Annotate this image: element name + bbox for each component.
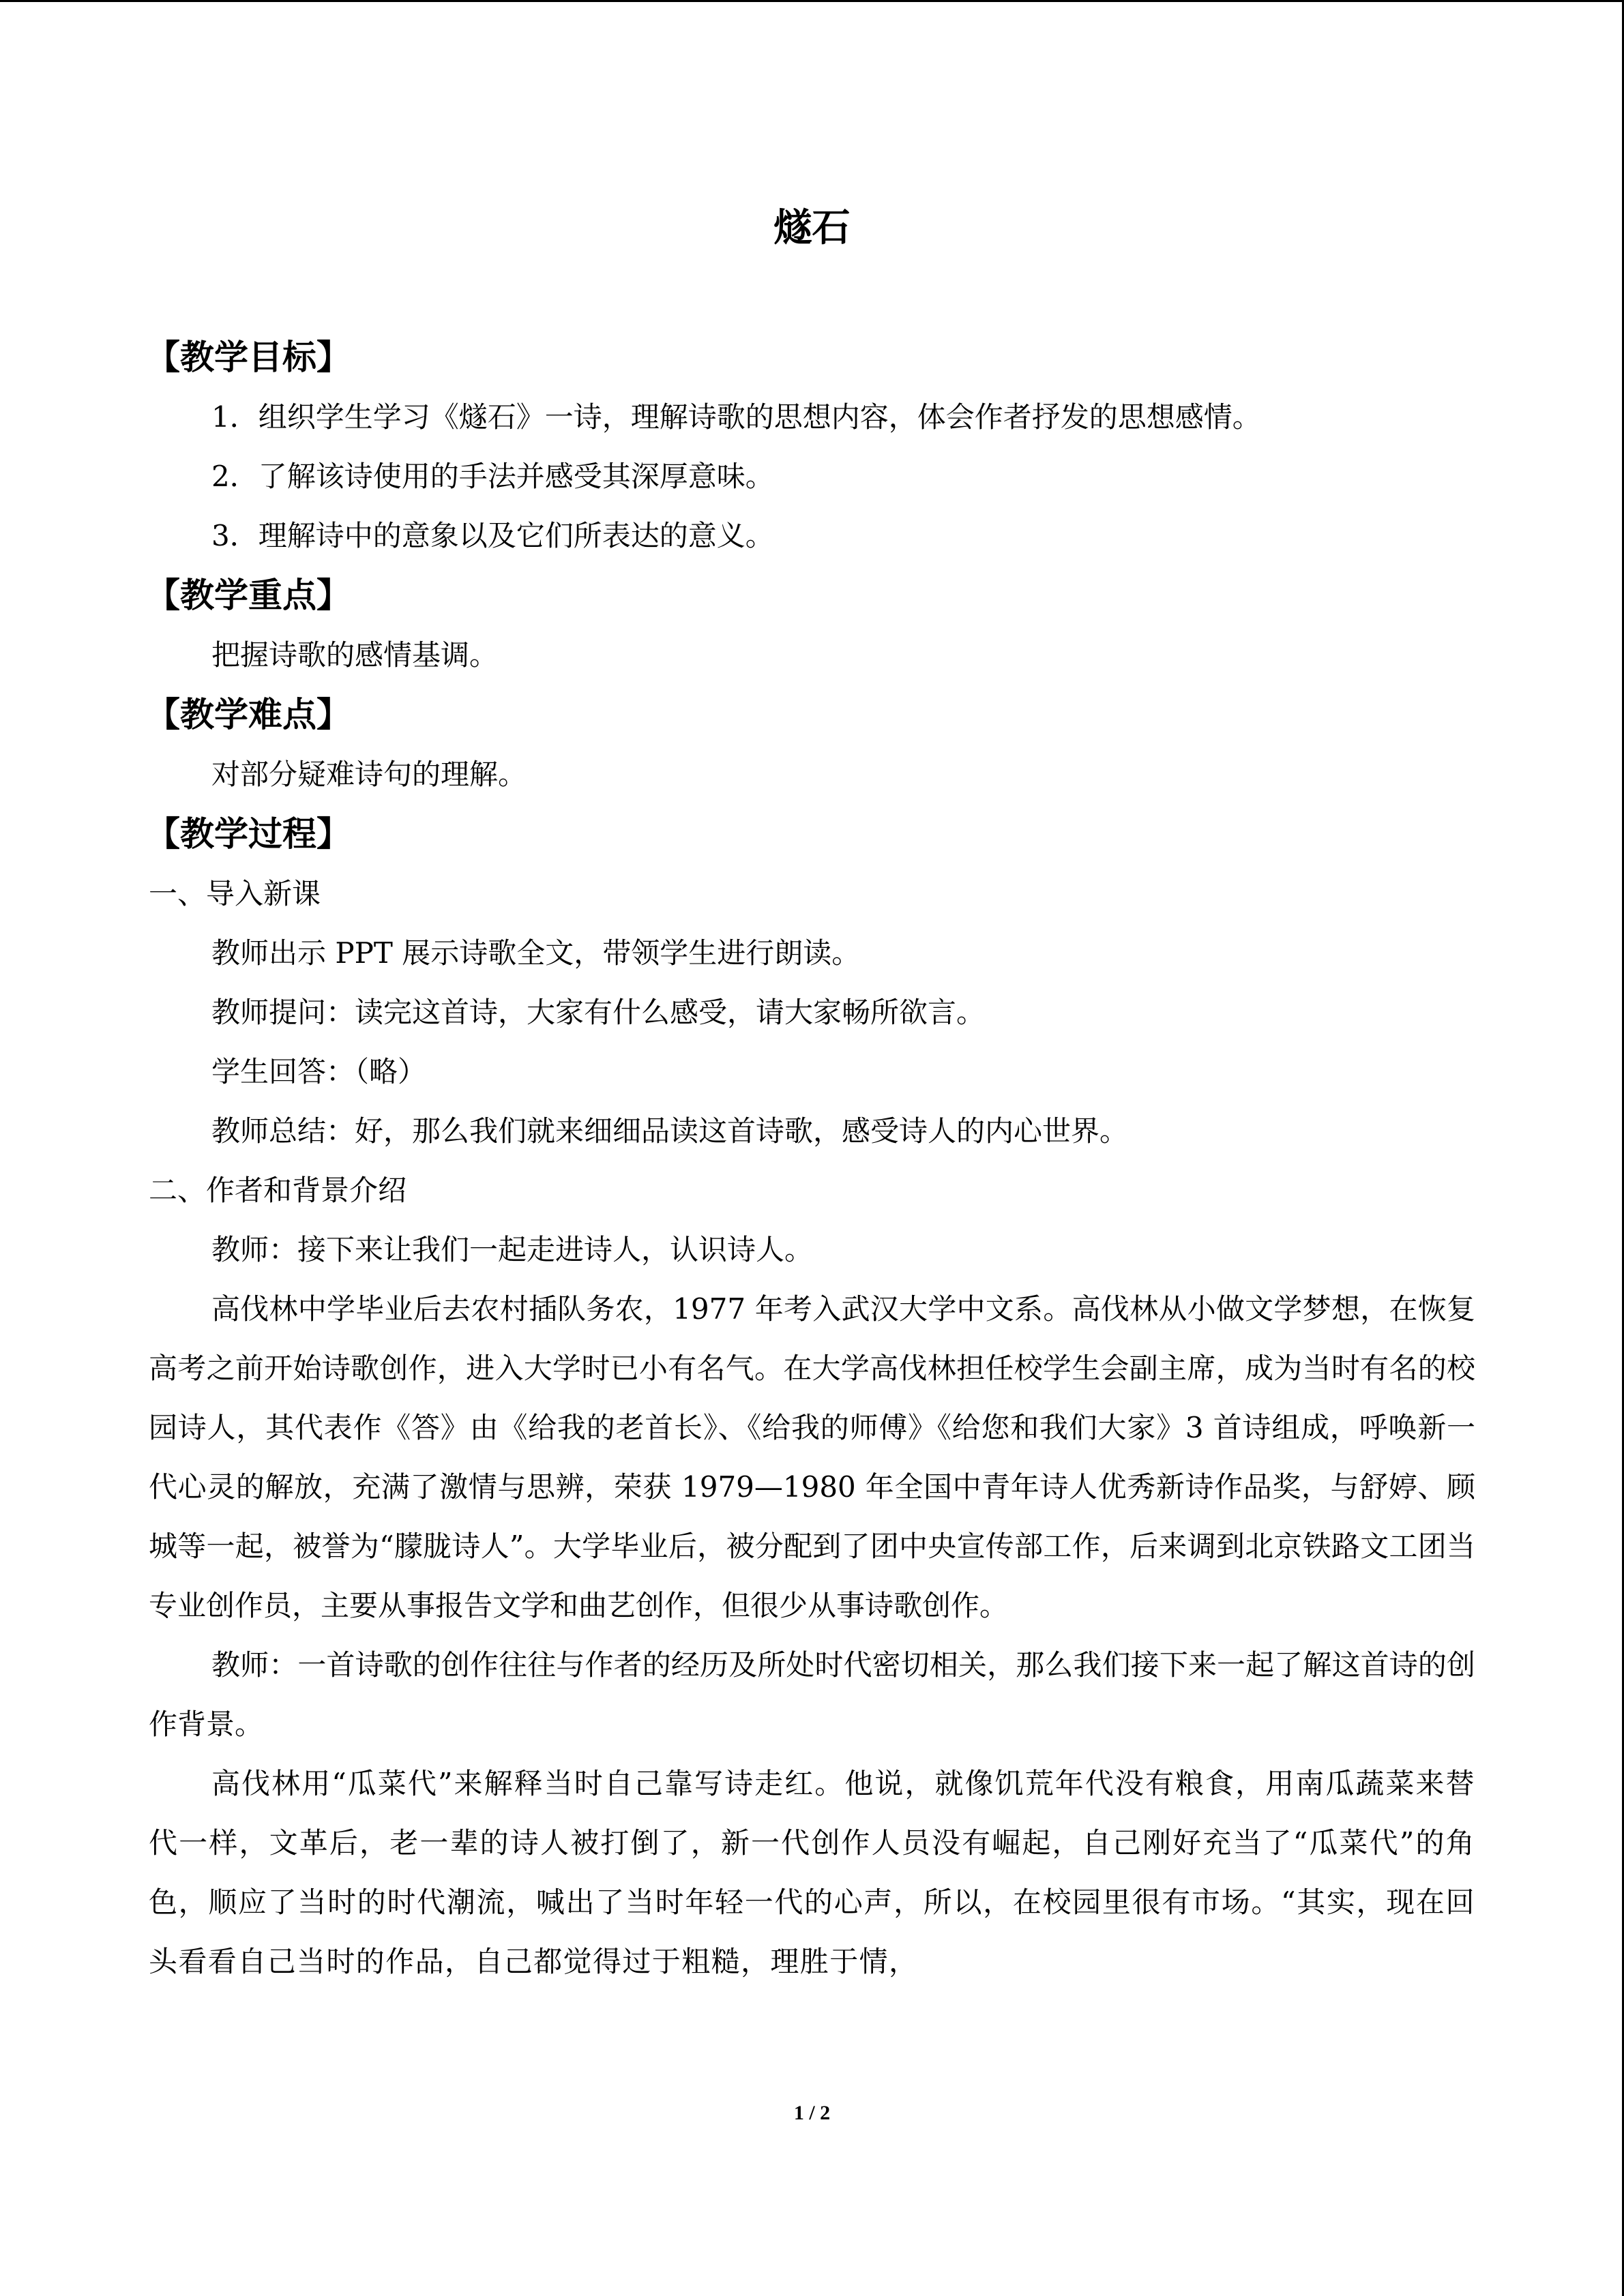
process-line: 教师出示 PPT 展示诗歌全文，带领学生进行朗读。 [211,936,861,970]
process-line: 教师提问：读完这首诗，大家有什么感受，请大家畅所欲言。 [211,996,986,1029]
process-line: 学生回答：（略） [211,1055,427,1088]
heading-key-point: 【教学重点】 [146,576,351,615]
document-body [146,327,1475,1991]
section-title-author: 二、作者和背景介绍 [149,1174,407,1207]
background-paragraph: 高伐林用“瓜菜代”来解释当时自己靠写诗走红。他说，就像饥荒年代没有粮食，用南瓜蔬菜来替代一样，文革后，老一辈的诗人被打倒了，新一代创作人员没有崛起，自己刚好充当了“瓜菜代”的角色，顺应了当时的时代潮流，喊出了当时年轻一代的心声，所以，在校园里很有市场。“其实，现在回头看看自己当时的作品，自己都觉得过于粗糙，理胜于情， [149,1767,1475,1978]
objective-item: 2．了解该诗使用的手法并感受其深厚意味。 [211,460,774,493]
page-title: 燧石 [773,206,851,250]
page-number: 1 / 2 [793,2102,831,2124]
section-title-intro: 一、导入新课 [149,877,321,910]
key-point-text: 把握诗歌的感情基调。 [211,638,499,672]
background-transition-paragraph: 教师：一首诗歌的创作往往与作者的经历及所处时代密切相关，那么我们接下来一起了解这首诗的创作背景。 [149,1648,1475,1741]
difficulty-text: 对部分疑难诗句的理解。 [211,758,527,791]
objective-item: 3．理解诗中的意象以及它们所表达的意义。 [211,519,774,552]
heading-objectives: 【教学目标】 [146,338,351,377]
author-bio-paragraph: 高伐林中学毕业后去农村插队务农，1977 年考入武汉大学中文系。高伐林从小做文学梦想，在恢复高考之前开始诗歌创作，进入大学时已小有名气。在大学高伐林担任校学生会副主席，成为当时有名的校园诗人，其代表作《答》由《给我的老首长》、《给我的师傅》《给您和我们大家》3 首诗组成，呼唤新一代心灵的解放，充满了激情与思辨，荣获 1979—1980 年全国中青年诗人优秀新诗作品奖，与舒婷、顾城等一起，被誉为“朦胧诗人”。大学毕业后，被分配到了团中央宣传部工作，后来调到北京铁路文工团当专业创作员，主要从事报告文学和曲艺创作，但很少从事诗歌创作。 [149,1292,1475,1622]
objective-item: 1．组织学生学习《燧石》一诗，理解诗歌的思想内容，体会作者抒发的思想感情。 [211,400,1261,434]
author-intro-line: 教师：接下来让我们一起走进诗人，认识诗人。 [211,1233,814,1266]
process-line: 教师总结：好，那么我们就来细细品读这首诗歌，感受诗人的内心世界。 [211,1114,1129,1148]
heading-difficulty: 【教学难点】 [146,695,351,734]
heading-process: 【教学过程】 [146,814,351,854]
page-border-top [0,0,1624,2]
